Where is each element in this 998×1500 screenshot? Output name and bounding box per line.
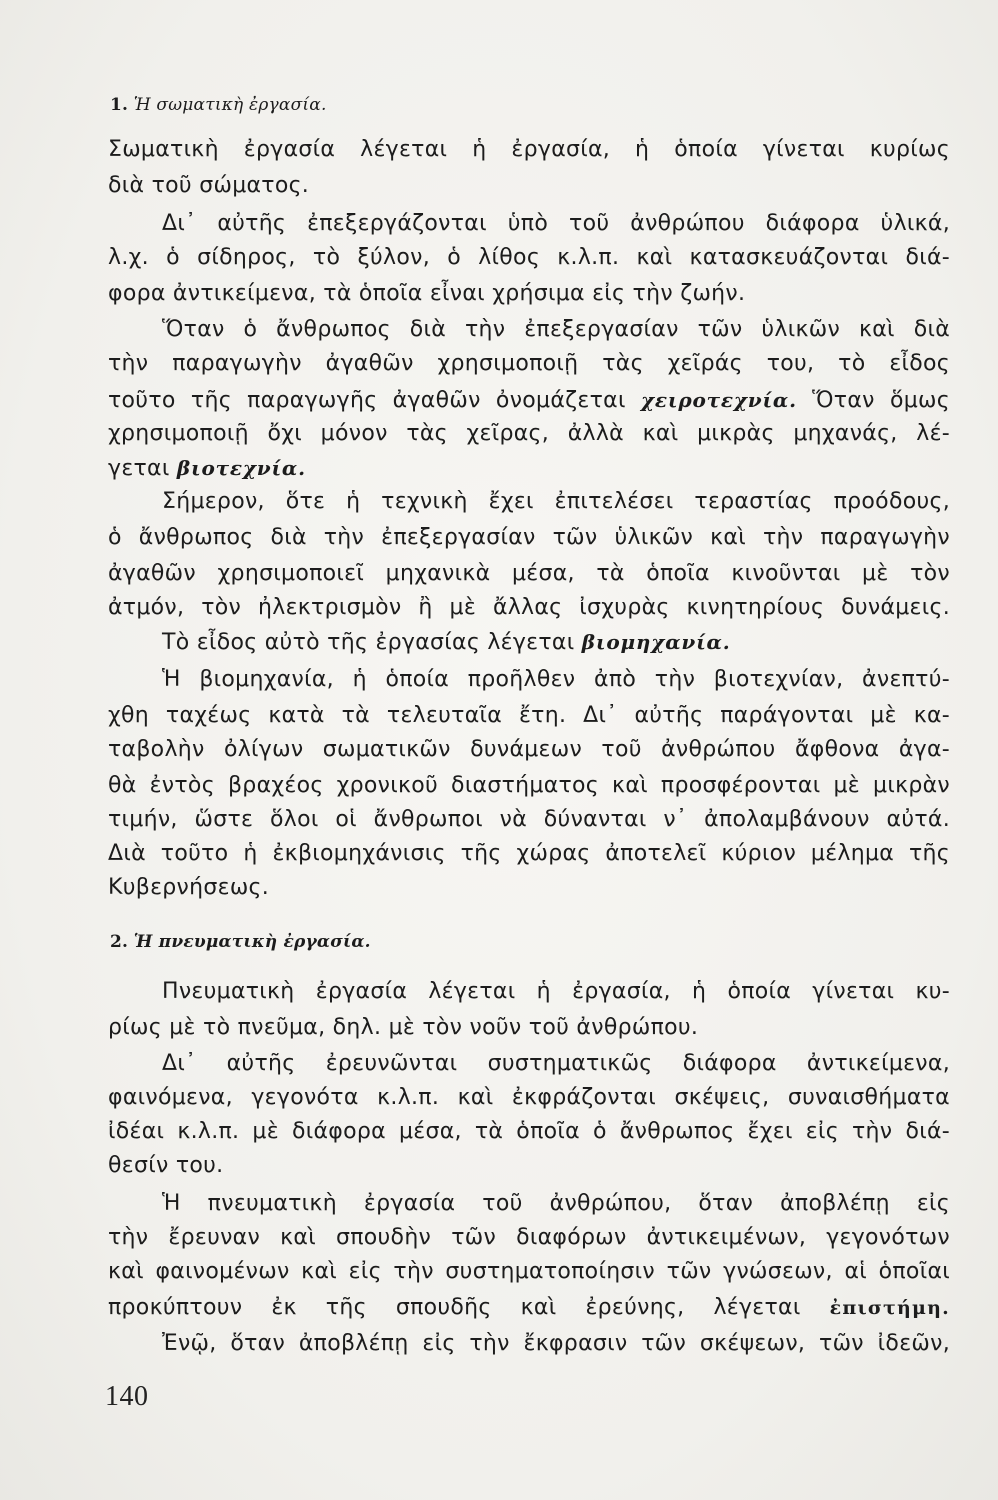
text-line: χρησιμοποιῇ ὄχι μόνον τὰς χεῖρας, ἀλλὰ καὶ μικρὰς μηχανάς, λέ- bbox=[108, 421, 950, 446]
section-heading-1 bbox=[110, 95, 327, 115]
section-title: Ἡ σωματικὴ ἐργασία. bbox=[133, 95, 327, 115]
text-line bbox=[162, 628, 950, 657]
text-line: θεσίν του. bbox=[108, 1153, 224, 1178]
text-line bbox=[108, 454, 950, 483]
text-line: τιμήν, ὥστε ὅλοι οἱ ἄνθρωποι νὰ δύνανται ν᾽ ἀπολαμβάνουν αὐτά. bbox=[108, 807, 950, 832]
text-line: Ἐνῷ, ὅταν ἀποβλέπῃ εἰς τὴν ἔκφρασιν τῶν σκέψεων, τῶν ἰδεῶν, bbox=[162, 1331, 950, 1356]
section-heading-2 bbox=[110, 932, 371, 952]
term-cheirotechnia: χειροτεχνία. bbox=[640, 388, 797, 412]
text-line: Ἡ πνευματικὴ ἐργασία τοῦ ἀνθρώπου, ὅταν ἀποβλέπῃ εἰς bbox=[162, 1191, 950, 1216]
text-segment: γεται bbox=[108, 456, 177, 481]
text-line: διὰ τοῦ σώματος. bbox=[108, 173, 310, 198]
section-number: 1. bbox=[110, 95, 129, 115]
term-episteme: ἐπιστήμη. bbox=[829, 1297, 950, 1319]
text-line: ὁ ἄνθρωπος διὰ τὴν ἐπεξεργασίαν τῶν ὑλικῶν καὶ τὴν παραγωγὴν bbox=[108, 525, 950, 550]
text-segment: Ὅταν ὅμως bbox=[796, 388, 950, 413]
text-line: Ὅταν ὁ ἄνθρωπος διὰ τὴν ἐπεξεργασίαν τῶν ὑλικῶν καὶ διὰ bbox=[162, 317, 950, 342]
text-line: Δι᾽ αὐτῆς ἐρευνῶνται συστηματικῶς διάφορα ἀντικείμενα, bbox=[162, 1051, 950, 1076]
text-line: Σήμερον, ὅτε ἡ τεχνικὴ ἔχει ἐπιτελέσει τεραστίας προόδους, bbox=[162, 489, 950, 514]
text-line: θὰ ἐντὸς βραχέος χρονικοῦ διαστήματος καὶ προσφέρονται μὲ μικρὰν bbox=[108, 773, 950, 798]
section-title: Ἡ πνευματικὴ ἐργασία. bbox=[133, 932, 371, 952]
text-line: Πνευματικὴ ἐργασία λέγεται ἡ ἐργασία, ἡ ὁποία γίνεται κυ- bbox=[162, 979, 950, 1004]
page-number: 140 bbox=[105, 1381, 149, 1412]
text-segment: τοῦτο τῆς παραγωγῆς ἀγαθῶν ὀνομάζεται bbox=[108, 388, 641, 413]
text-line: Κυβερνήσεως. bbox=[108, 875, 270, 900]
text-line: ἀγαθῶν χρησιμοποιεῖ μηχανικὰ μέσα, τὰ ὁποῖα κινοῦνται μὲ τὸν bbox=[108, 561, 950, 586]
text-segment: Τὸ εἶδος αὐτὸ τῆς ἐργασίας λέγεται bbox=[162, 630, 582, 655]
text-line: φαινόμενα, γεγονότα κ.λ.π. καὶ ἐκφράζονται σκέψεις, συναισθήματα bbox=[108, 1085, 950, 1110]
term-viomichania: βιομηχανία. bbox=[581, 630, 731, 654]
text-line: ταβολὴν ὀλίγων σωματικῶν δυνάμεων τοῦ ἀνθρώπου ἄφθονα ἀγα- bbox=[108, 737, 950, 762]
text-line: Σωματικὴ ἐργασία λέγεται ἡ ἐργασία, ἡ ὁποία γίνεται κυρίως bbox=[108, 137, 950, 162]
text-line: ρίως μὲ τὸ πνεῦμα, δηλ. μὲ τὸν νοῦν τοῦ ἀνθρώπου. bbox=[108, 1015, 699, 1040]
section-number: 2. bbox=[110, 932, 129, 952]
text-line: χθη ταχέως κατὰ τὰ τελευταῖα ἔτη. Δι᾽ αὐτῆς παράγονται μὲ κα- bbox=[108, 703, 950, 728]
text-line bbox=[108, 1294, 950, 1322]
text-line bbox=[108, 386, 950, 415]
text-line: Δι᾽ αὐτῆς ἐπεξεργάζονται ὑπὸ τοῦ ἀνθρώπου διάφορα ὑλικά, bbox=[162, 211, 950, 236]
text-line: ἰδέαι κ.λ.π. μὲ διάφορα μέσα, τὰ ὁποῖα ὁ ἄνθρωπος ἔχει εἰς τὴν διά- bbox=[108, 1119, 950, 1144]
text-line: τὴν ἔρευναν καὶ σπουδὴν τῶν διαφόρων ἀντικειμένων, γεγονότων bbox=[108, 1225, 950, 1250]
term-viotechnia: βιοτεχνία. bbox=[176, 456, 306, 480]
text-segment: προκύπτουν ἐκ τῆς σπουδῆς καὶ ἐρεύνης, λέγεται bbox=[108, 1295, 830, 1320]
text-line: ἀτμόν, τὸν ἠλεκτρισμὸν ἢ μὲ ἄλλας ἰσχυρὰς κινητηρίους δυνάμεις. bbox=[108, 595, 950, 620]
text-line: φορα ἀντικείμενα, τὰ ὁποῖα εἶναι χρήσιμα εἰς τὴν ζωήν. bbox=[108, 281, 746, 306]
text-line: τὴν παραγωγὴν ἀγαθῶν χρησιμοποιῇ τὰς χεῖράς του, τὸ εἶδος bbox=[108, 351, 950, 376]
text-line: καὶ φαινομένων καὶ εἰς τὴν συστηματοποίησιν τῶν γνώσεων, αἱ ὁποῖαι bbox=[108, 1259, 950, 1284]
text-line: Διὰ τοῦτο ἡ ἐκβιομηχάνισις τῆς χώρας ἀποτελεῖ κύριον μέλημα τῆς bbox=[108, 841, 950, 866]
text-line: Ἡ βιομηχανία, ἡ ὁποία προῆλθεν ἀπὸ τὴν βιοτεχνίαν, ἀνεπτύ- bbox=[162, 667, 950, 692]
text-line: λ.χ. ὁ σίδηρος, τὸ ξύλον, ὁ λίθος κ.λ.π. καὶ κατασκευάζονται διά- bbox=[108, 245, 950, 270]
